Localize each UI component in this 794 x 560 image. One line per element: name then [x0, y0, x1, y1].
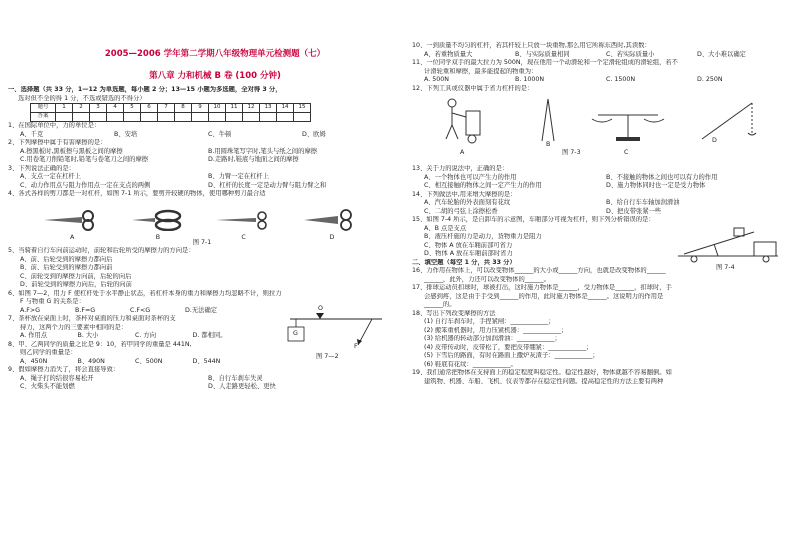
fig-label: A [460, 149, 465, 156]
q18-item: (2) 搬笨重机器时，用力压紧机器：____________； [424, 326, 568, 334]
fig-label: D [712, 137, 717, 144]
q17-line: 会感到疼，这是由于手受到______的作用，此时施力物体是______。这说明力的作用是 [424, 292, 664, 300]
option: D、人走路更轻松、更快 [208, 383, 276, 390]
q18-item: (4) 皮带传动时，皮带松了，要把皮带绷紧：____________； [424, 343, 593, 351]
option: A、支点一定在杠杆上 [20, 173, 81, 180]
q16-line: 16、力作用在物体上，可以改变物体______的大小或______方向，也就是改变物体的______ [412, 267, 666, 274]
table-cell: 6 [141, 104, 158, 113]
option: A. 500N [424, 76, 449, 83]
section-choice-note: 选对但不全的得 1 分，不选或错选的不得分） [18, 94, 146, 102]
q9-options [8, 383, 396, 392]
option: A、绳子打的结很容易松开 [20, 374, 94, 382]
lever-figure [276, 305, 386, 361]
q8-stem: 则乙同学的重量是： [20, 349, 77, 356]
fig-label: C [624, 149, 629, 156]
q1-stem: 1、在国际单位中，力的单位是： [8, 122, 101, 129]
option: B.F=G [75, 306, 96, 314]
q18-stem: 18、写出下列改变摩擦的方法 [412, 309, 496, 317]
fig-label: B [546, 141, 551, 148]
q8-options [8, 358, 250, 367]
option: C、二胡的弓弦上涂擦松香 [424, 207, 498, 215]
q8-stem: 8、甲、乙两同学的质量之比是 9：10，若甲同学的重量是 441N, [8, 340, 192, 348]
answer-cell[interactable] [90, 113, 107, 122]
figure-caption: 图 7-1 [192, 238, 212, 246]
scissors-figure [8, 201, 396, 243]
answer-cell[interactable] [124, 113, 141, 122]
option: D、大小难以确定 [697, 50, 746, 58]
option: C. 方向 [135, 332, 156, 339]
scissors-a [42, 209, 102, 243]
table-cell: 12 [243, 104, 260, 113]
answer-cell[interactable] [175, 113, 192, 122]
option: D、杠杆的长度一定是动力臂与阻力臂之和 [208, 181, 327, 189]
q1-options [8, 131, 396, 140]
option: A. 作用点 [20, 332, 48, 339]
q12-stem: 12、下列工具或仪器中属于省力杠杆的是： [412, 84, 534, 92]
scissors-icon [302, 209, 362, 231]
q13-stem: 13、关于力的说法中，正确的是： [412, 165, 509, 172]
q3-options [8, 173, 396, 182]
table-cell: 答案 [31, 113, 56, 122]
fulcrum-label: O [318, 305, 323, 312]
force-label: F [354, 343, 358, 350]
option: C、500N [135, 357, 163, 365]
option: C. 1500N [606, 76, 636, 83]
table-cell: 13 [260, 104, 277, 113]
q3-stem: 3、下列说法正确的是： [8, 164, 75, 172]
answer-cell[interactable] [294, 113, 311, 122]
scissors-d [302, 209, 362, 243]
option: A、B 点是支点 [424, 224, 467, 232]
weight-label: G [293, 330, 298, 337]
table-cell: 9 [192, 104, 209, 113]
q18-item: (1) 自行车刹车时，手捏紧闸：____________； [424, 318, 555, 325]
table-cell: 10 [209, 104, 226, 113]
table-row [31, 113, 311, 122]
q17-line: ______的。 [424, 301, 456, 308]
option: C、前轮受到的摩擦力向前，后轮的向后 [20, 272, 132, 280]
answer-table [30, 103, 311, 122]
option: A.F>G [20, 306, 40, 314]
option: D. 250N [697, 76, 723, 83]
fig-label: A [69, 234, 75, 241]
option: D、欧姆 [302, 130, 326, 138]
truck-figure [674, 224, 784, 270]
q11-stem: 11、一位同学双手的最大拉力为 500N，现在他用一个动滑轮和一个定滑轮组成的滑轮组，若不 [412, 59, 679, 66]
option: B、490N [77, 357, 105, 365]
q7-stem: 7、茶杯放在桌面上时，茶杯对桌面的压力和桌面对茶杯的支 [8, 315, 176, 322]
option: B、前、后轮受到的摩擦力都向前 [20, 264, 113, 271]
option: A、450N [20, 357, 48, 365]
left-column [8, 86, 396, 392]
figure-caption: 图 7-3 [562, 149, 581, 156]
option: D、施力物体同时也一定是受力物体 [606, 182, 706, 189]
table-cell: 15 [294, 104, 311, 113]
q5-stem: 5、当骑着自行车向前运动时，前轮和后轮所受的摩擦力的方向是： [8, 247, 195, 254]
scissors-icon [42, 209, 102, 231]
fig-label: B [155, 234, 161, 241]
option: B、安培 [114, 130, 138, 138]
q19-line: 建筑物、机器、车船、飞机、仪表等都存在稳定性问题。提高稳定性的方法主要有两种 [424, 377, 664, 385]
table-cell: 8 [175, 104, 192, 113]
option: B、给自行车车轴加润滑油 [606, 199, 680, 206]
option: D、物体 A 放在车厢前部时省力 [424, 250, 513, 257]
answer-cell[interactable] [243, 113, 260, 122]
q7-stem: 持力，这两个力的三要素中相同的是： [20, 323, 128, 331]
option: C、牛顿 [208, 130, 232, 138]
exam-subtitle: 第八章 力和机械 B 卷 (100 分钟) [149, 71, 281, 81]
option: D、前轮受到的摩擦力向后，后轮的向前 [20, 281, 132, 288]
option: B、不接触的物体之间也可以有力的作用 [606, 173, 718, 181]
answer-cell[interactable] [107, 113, 124, 122]
q6-stem: F 与物重 G 的关系是： [20, 298, 85, 305]
table-cell: 4 [107, 104, 124, 113]
answer-cell[interactable] [56, 113, 73, 122]
table-cell: 5 [124, 104, 141, 113]
table-cell: 1 [56, 104, 73, 113]
q2-stem: 2、下列摩擦中属于有害摩擦的是： [8, 139, 107, 146]
table-cell: 题号 [31, 104, 56, 113]
q19-line: 19、我们通常把物体在支持面上的稳定程度叫稳定性。稳定性越好，物体就越不容易翻倒。如 [412, 369, 672, 376]
q9-options [8, 375, 396, 384]
q10-options [412, 51, 788, 60]
option: A、汽车轮胎的外表面刻有花纹 [424, 199, 511, 206]
option: A、若重物质量大 [424, 50, 473, 58]
exam-title: 2005—2006 学年第二学期八年级物理单元检测题（七） [104, 49, 326, 59]
option: C、物体 A 放在车厢前部可省力 [424, 241, 513, 249]
option: C.F<G [130, 306, 151, 314]
table-cell: 2 [73, 104, 90, 113]
option: D. 都相同。 [192, 332, 227, 339]
answer-cell[interactable] [209, 113, 226, 122]
answer-cell[interactable] [260, 113, 277, 122]
section-fill-heading: 二、填空题（每空 1 分，共 33 分） [412, 258, 516, 266]
tools-diagram [412, 93, 788, 153]
q18-item: (5) 下雪后的路面，有时在路面上撒炉灰渣子：____________； [424, 352, 599, 359]
dump-truck-diagram [674, 224, 784, 264]
q4-stem: 4、各式各样的剪刀都是一对杠杆，如图 7-1 所示，要剪开较硬的物体，使用哪种剪刀最合适 [8, 190, 266, 197]
option: B、与实际质量相同 [515, 50, 570, 58]
table-cell: 11 [226, 104, 243, 113]
option: B. 大小 [77, 332, 99, 339]
option: D.无法确定 [185, 306, 218, 314]
table-cell: 14 [277, 104, 294, 113]
q3-options [8, 182, 396, 191]
option: A、前、后轮受到的摩擦力都向后 [20, 255, 113, 263]
answer-cell[interactable] [277, 113, 294, 122]
table-cell: 7 [158, 104, 175, 113]
option: B.用圆珠笔写字时,笔头与纸之间的摩擦 [208, 147, 318, 155]
fig-label: D [329, 234, 335, 241]
scissors-icon [130, 209, 185, 231]
q6-stem: 6、如图 7—2，用力 F 使杠杆处于水平静止状态，若杠杆本身的重力和摩擦力均忽略不计，则拉力 [8, 289, 282, 297]
table-row [31, 104, 311, 113]
option: A、一个物体也可以产生力的作用 [424, 173, 517, 181]
q14-options [412, 208, 788, 217]
option: C、动力作用点与阻力作用点一定在支点的两侧 [20, 181, 151, 189]
section-choice-heading: 一、选择题（共 33 分，1—12 为单选题，每小题 2 分；13—15 小题为多选题，全对得 3 分， [8, 86, 282, 93]
option: B、液压杆施的力是动力，货物重力是阻力 [424, 233, 542, 240]
scissors-icon [214, 209, 274, 231]
answer-cell[interactable] [141, 113, 158, 122]
option: B. 1000N [515, 76, 545, 83]
q9-stem: 9、假如摩擦力消失了，将会直接导致： [8, 366, 120, 373]
answer-cell[interactable] [158, 113, 175, 122]
q14-options [412, 199, 788, 208]
q18-item: (6) 鞋底有花纹：____________。 [424, 360, 517, 368]
figure-caption: 图 7—2 [316, 353, 339, 360]
q17-line: 17、排球运动员扣球时，球被打出，这时施力物体是______，受力物体是______，扣球时，手 [412, 284, 672, 291]
table-cell: 3 [90, 104, 107, 113]
figure-caption: 图 7-4 [716, 264, 735, 271]
option: B、自行车刹车失灵 [208, 374, 263, 382]
option: A.擦黑板时,黑板擦与黑板之间的摩擦 [20, 147, 123, 155]
q11-stem: 计滑轮重和摩擦，最多能提起的物重为： [424, 67, 538, 75]
option: A、千克 [20, 130, 44, 138]
option: C、相互接触的物体之间一定产生力的作用 [424, 182, 542, 189]
q2-options [8, 148, 396, 157]
q2-options [8, 156, 396, 165]
option: C、火柴头不能划燃 [20, 383, 75, 390]
right-column [412, 42, 788, 386]
q15-stem: 15、如图 7-4 所示，是自卸车的示意图，车厢部分可视为杠杆，则下列分析错误的是： [412, 216, 655, 223]
option: D、544N [192, 357, 221, 365]
option: D、把皮带张紧一些 [606, 207, 662, 215]
option: C、若实际质量小 [606, 50, 655, 58]
answer-cell[interactable] [73, 113, 90, 122]
option: B、力臂一定在杠杆上 [208, 173, 269, 180]
answer-cell[interactable] [226, 113, 243, 122]
q18-item: (3) 给机器的转动部分加润滑油：____________； [424, 335, 561, 342]
q13-options [412, 174, 788, 183]
option: C.用卷笔刀削铅笔时,铅笔与卷笔刀之间的摩擦 [20, 156, 149, 163]
fig-label: C [241, 234, 246, 241]
scissors-b [130, 209, 185, 243]
q10-stem: 10、一到质量不均匀的杠杆，若其杆较上只放一块重物,那么用它所称东西时,其读数： [412, 42, 651, 49]
answer-cell[interactable] [192, 113, 209, 122]
q16-line: ______，此外，力还可以改变物体的______。 [424, 275, 550, 283]
q7-options [8, 332, 250, 341]
q14-stem: 14、下列做法中,用来增大摩擦的是： [412, 190, 517, 198]
q13-options [412, 182, 788, 191]
scissors-c [214, 209, 274, 243]
q11-options [412, 76, 788, 85]
option: D.走路时,鞋底与地面之间的摩擦 [208, 156, 299, 163]
q6-options [8, 307, 240, 316]
tools-figure [412, 93, 788, 165]
